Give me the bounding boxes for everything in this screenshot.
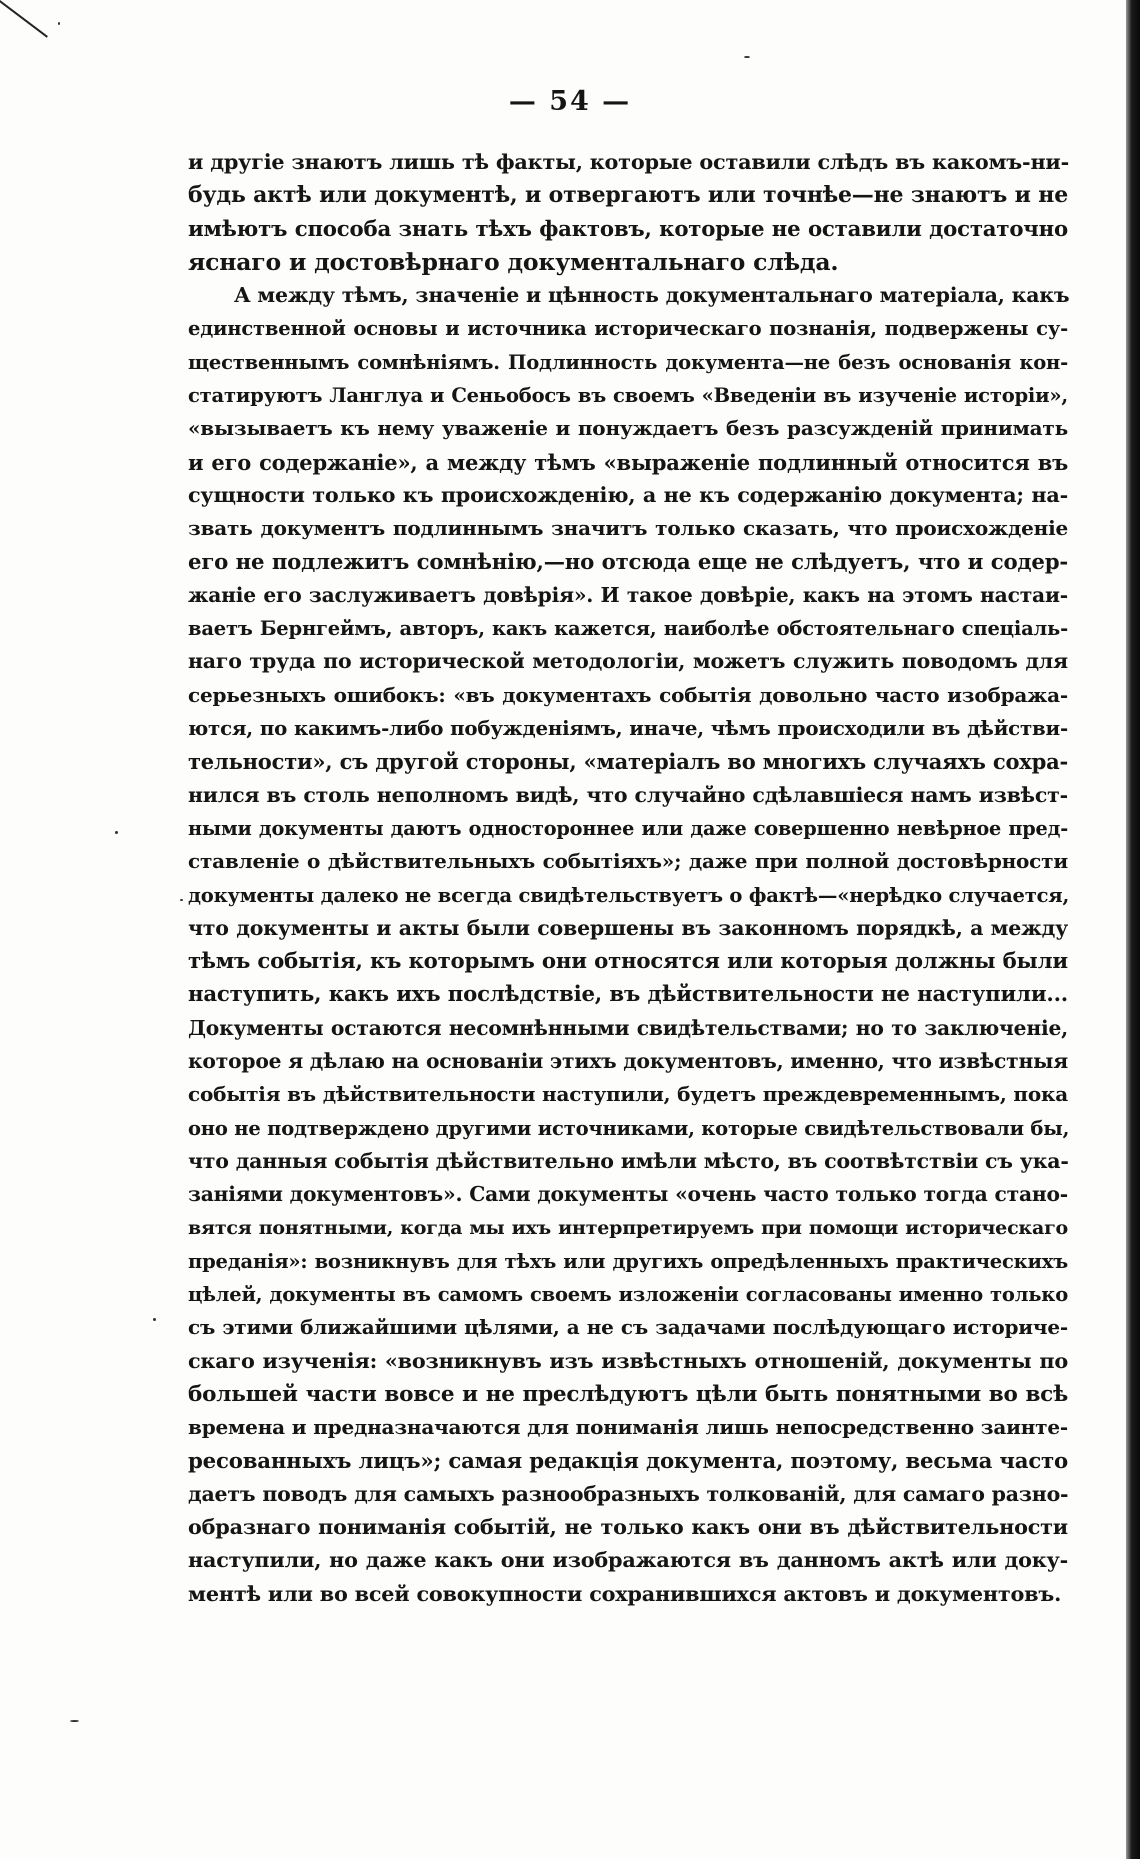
text-line: съ этими ближайшими цѣлями, а не съ задачами послѣдующаго историче-	[188, 1315, 1068, 1340]
text-line: цѣлей, документы въ самомъ своемъ изложеніи согласованы именно только	[188, 1283, 1068, 1307]
text-line: статируютъ Ланглуа и Сеньобосъ въ своемъ «Введеніи въ изученіе исторіи»,	[188, 384, 1068, 408]
text-line: образнаго пониманія событій, не только какъ они въ дѣйствительности	[188, 1515, 1068, 1540]
text-line: серьезныхъ ошибокъ: «въ документахъ событія довольно часто изобража-	[188, 682, 1068, 707]
text-line: яснаго и достовѣрнаго документальнаго слѣда.	[188, 247, 839, 276]
text-line: нился въ столь неполномъ видѣ, что случайно сдѣлавшіеся намъ извѣст-	[188, 782, 1068, 807]
body-text	[188, 146, 1068, 1611]
text-line: времена и предназначаются для пониманія лишь непосредственно заинте-	[188, 1415, 1068, 1440]
text-line: событія въ дѣйствительности наступили, будетъ преждевременнымъ, пока	[188, 1082, 1068, 1107]
text-line: звать документъ подлиннымъ значитъ только сказать, что происхожденіе	[188, 516, 1068, 541]
text-line: сущности только къ происхожденію, а не къ содержанію документа; на-	[188, 482, 1068, 507]
text-line: ются, по какимъ-либо побужденіямъ, иначе, чѣмъ происходили въ дѣйстви-	[188, 716, 1068, 741]
page-number: — 54 —	[508, 86, 632, 117]
text-line: что документы и акты были совершены въ законномъ порядкѣ, а между	[188, 915, 1068, 940]
scan-speck	[153, 1318, 156, 1321]
text-line: наступить, какъ ихъ послѣдствіе, въ дѣйствительности не наступили...	[188, 982, 1068, 1008]
scan-speck	[115, 831, 118, 834]
text-line: жаніе его заслуживаетъ довѣрія». И такое довѣріе, какъ на этомъ настаи-	[188, 582, 1068, 607]
text-line: имѣютъ способа знать тѣхъ фактовъ, которые не оставили достаточно	[188, 216, 1068, 242]
text-line: наступили, но даже какъ они изображаются въ данномъ актѣ или доку-	[188, 1548, 1068, 1573]
text-line: скаго изученія: «возникнувъ изъ извѣстныхъ отношеній, документы по	[188, 1348, 1068, 1373]
scan-edge-shadow	[1126, 0, 1140, 1859]
text-line: большей части вовсе и не преслѣдуютъ цѣли быть понятными во всѣ	[188, 1381, 1068, 1407]
text-line: тельности», съ другой стороны, «матеріалъ во многихъ случаяхъ сохра-	[188, 749, 1068, 775]
text-line: наго труда по исторической методологіи, можетъ служить поводомъ для	[188, 649, 1068, 674]
text-line: что данныя событія дѣйствительно имѣли мѣсто, въ соотвѣтствіи съ ука-	[188, 1148, 1069, 1173]
text-line: ресованныхъ лицъ»; самая редакція документа, поэтому, весьма часто	[188, 1448, 1068, 1474]
scan-speck	[744, 56, 750, 58]
text-line: единственной основы и источника историческаго познанія, подвержены су-	[188, 317, 1068, 341]
text-line: документы далеко не всегда свидѣтельствуетъ о фактѣ—«нерѣдко случается,	[188, 883, 1070, 907]
text-line: преданія»: возникнувъ для тѣхъ или другихъ опредѣленныхъ практическихъ	[188, 1249, 1068, 1273]
text-line: «вызываетъ къ нему уваженіе и понуждаетъ безъ разсужденій принимать	[188, 416, 1068, 441]
text-line: ными документы даютъ одностороннее или даже совершенно невѣрное пред-	[188, 816, 1068, 840]
text-line: и другіе знаютъ лишь тѣ факты, которые оставили слѣдъ въ какомъ-ни-	[188, 150, 1070, 174]
text-line: будь актѣ или документѣ, и отвергаютъ или точнѣе—не знаютъ и не	[188, 182, 1068, 209]
text-line: и его содержаніе», а между тѣмъ «выраженіе подлинный относится въ	[188, 449, 1068, 475]
text-line: даетъ поводъ для самыхъ разнообразныхъ толкованій, для самаго разно-	[188, 1481, 1069, 1506]
scan-speck	[70, 1720, 79, 1722]
text-line: тѣмъ событія, къ которымъ они относятся или которыя должны были	[188, 949, 1068, 975]
text-line: А между тѣмъ, значеніе и цѣнность документальнаго матеріала, какъ	[234, 283, 1070, 308]
text-line: щественнымъ сомнѣніямъ. Подлинность документа—не безъ основанія кон-	[188, 350, 1068, 374]
text-line: оно не подтверждено другими источниками, которые свидѣтельствовали бы,	[188, 1116, 1070, 1140]
text-line: которое я дѣлаю на основаніи этихъ документовъ, именно, что извѣстныя	[188, 1049, 1068, 1074]
text-line: ваетъ Бернгеймъ, авторъ, какъ кажется, наиболѣе обстоятельнаго спеціаль-	[188, 617, 1068, 641]
text-line: заніями документовъ». Сами документы «очень часто только тогда стано-	[188, 1182, 1068, 1207]
text-line: вятся понятными, когда мы ихъ интерпретируемъ при помощи историческаго	[188, 1216, 1068, 1239]
scan-speck	[58, 22, 60, 25]
text-line: Документы остаются несомнѣнными свидѣтельствами; но то заключеніе,	[188, 1015, 1068, 1040]
text-line: ментѣ или во всей совокупности сохранившихся актовъ и документовъ.	[188, 1581, 1062, 1606]
scan-speck	[180, 899, 183, 901]
scan-corner-mark	[0, 0, 48, 38]
text-line: его не подлежитъ сомнѣнію,—но отсюда еще не слѣдуетъ, что и содер-	[188, 549, 1068, 575]
text-line: ставленіе о дѣйствительныхъ событіяхъ»; даже при полной достовѣрности	[188, 849, 1068, 874]
